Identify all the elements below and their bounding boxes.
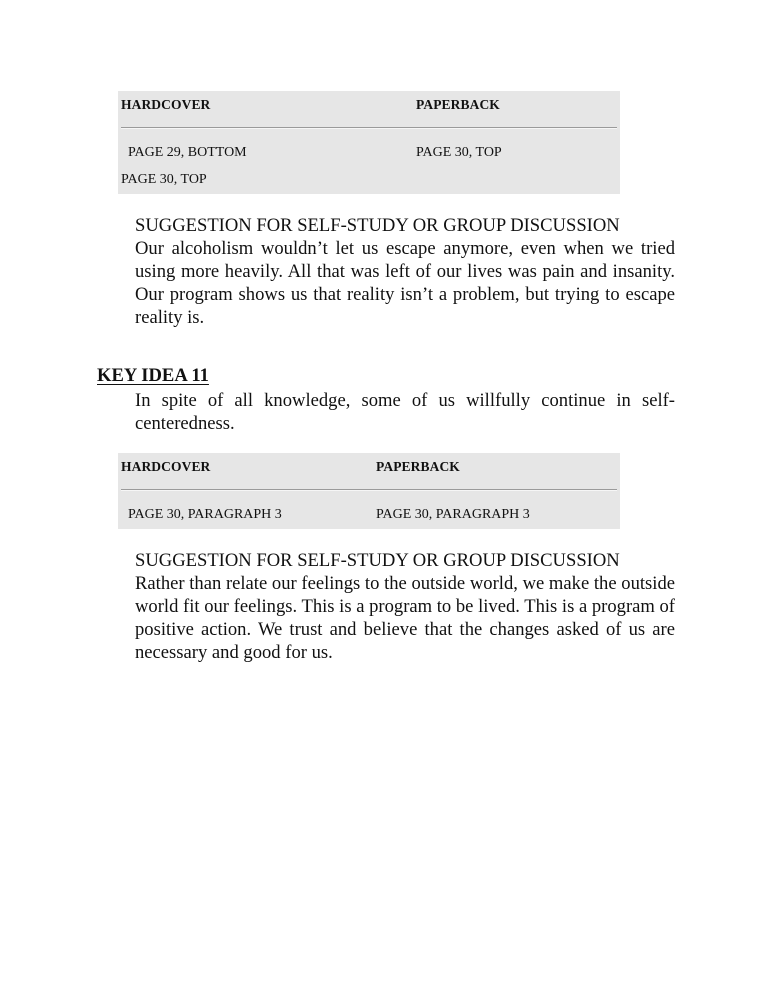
suggestion-body: Our alcoholism wouldn’t let us escape anymore, even when we tried using more heavily. All that was left of our lives was pain and insanity. Our program shows us that reality isn’t a problem, but trying to escape reality is.	[135, 238, 675, 328]
paperback-page-ref: PAGE 30, TOP	[416, 145, 502, 160]
hardcover-page-ref-continued: PAGE 30, TOP	[121, 172, 207, 187]
paperback-header: PAPERBACK	[416, 97, 500, 112]
suggestion-section-2	[135, 549, 675, 664]
suggestion-heading: SUGGESTION FOR SELF-STUDY OR GROUP DISCUSSION	[135, 215, 620, 236]
suggestion-body: Rather than relate our feelings to the outside world, we make the outside world fit our feelings. This is a program to be lived. This is a program of positive action. We trust and believe that the changes asked of us are necessary and good for us.	[135, 573, 675, 663]
key-idea-title: KEY IDEA 11	[97, 365, 209, 386]
hardcover-page-ref: PAGE 29, BOTTOM	[128, 145, 247, 160]
suggestion-heading: SUGGESTION FOR SELF-STUDY OR GROUP DISCUSSION	[135, 550, 620, 571]
suggestion-section-1	[135, 214, 675, 329]
hardcover-page-ref: PAGE 30, PARAGRAPH 3	[128, 507, 282, 522]
hardcover-header: HARDCOVER	[121, 97, 211, 112]
table-divider	[121, 489, 617, 491]
hardcover-header: HARDCOVER	[121, 459, 211, 474]
reference-table-2	[118, 453, 620, 529]
key-idea-text: In spite of all knowledge, some of us willfully continue in self-centeredness.	[135, 390, 675, 434]
table-divider	[121, 127, 617, 129]
paperback-page-ref: PAGE 30, PARAGRAPH 3	[376, 507, 530, 522]
paperback-header: PAPERBACK	[376, 459, 460, 474]
reference-table-1	[118, 91, 620, 194]
